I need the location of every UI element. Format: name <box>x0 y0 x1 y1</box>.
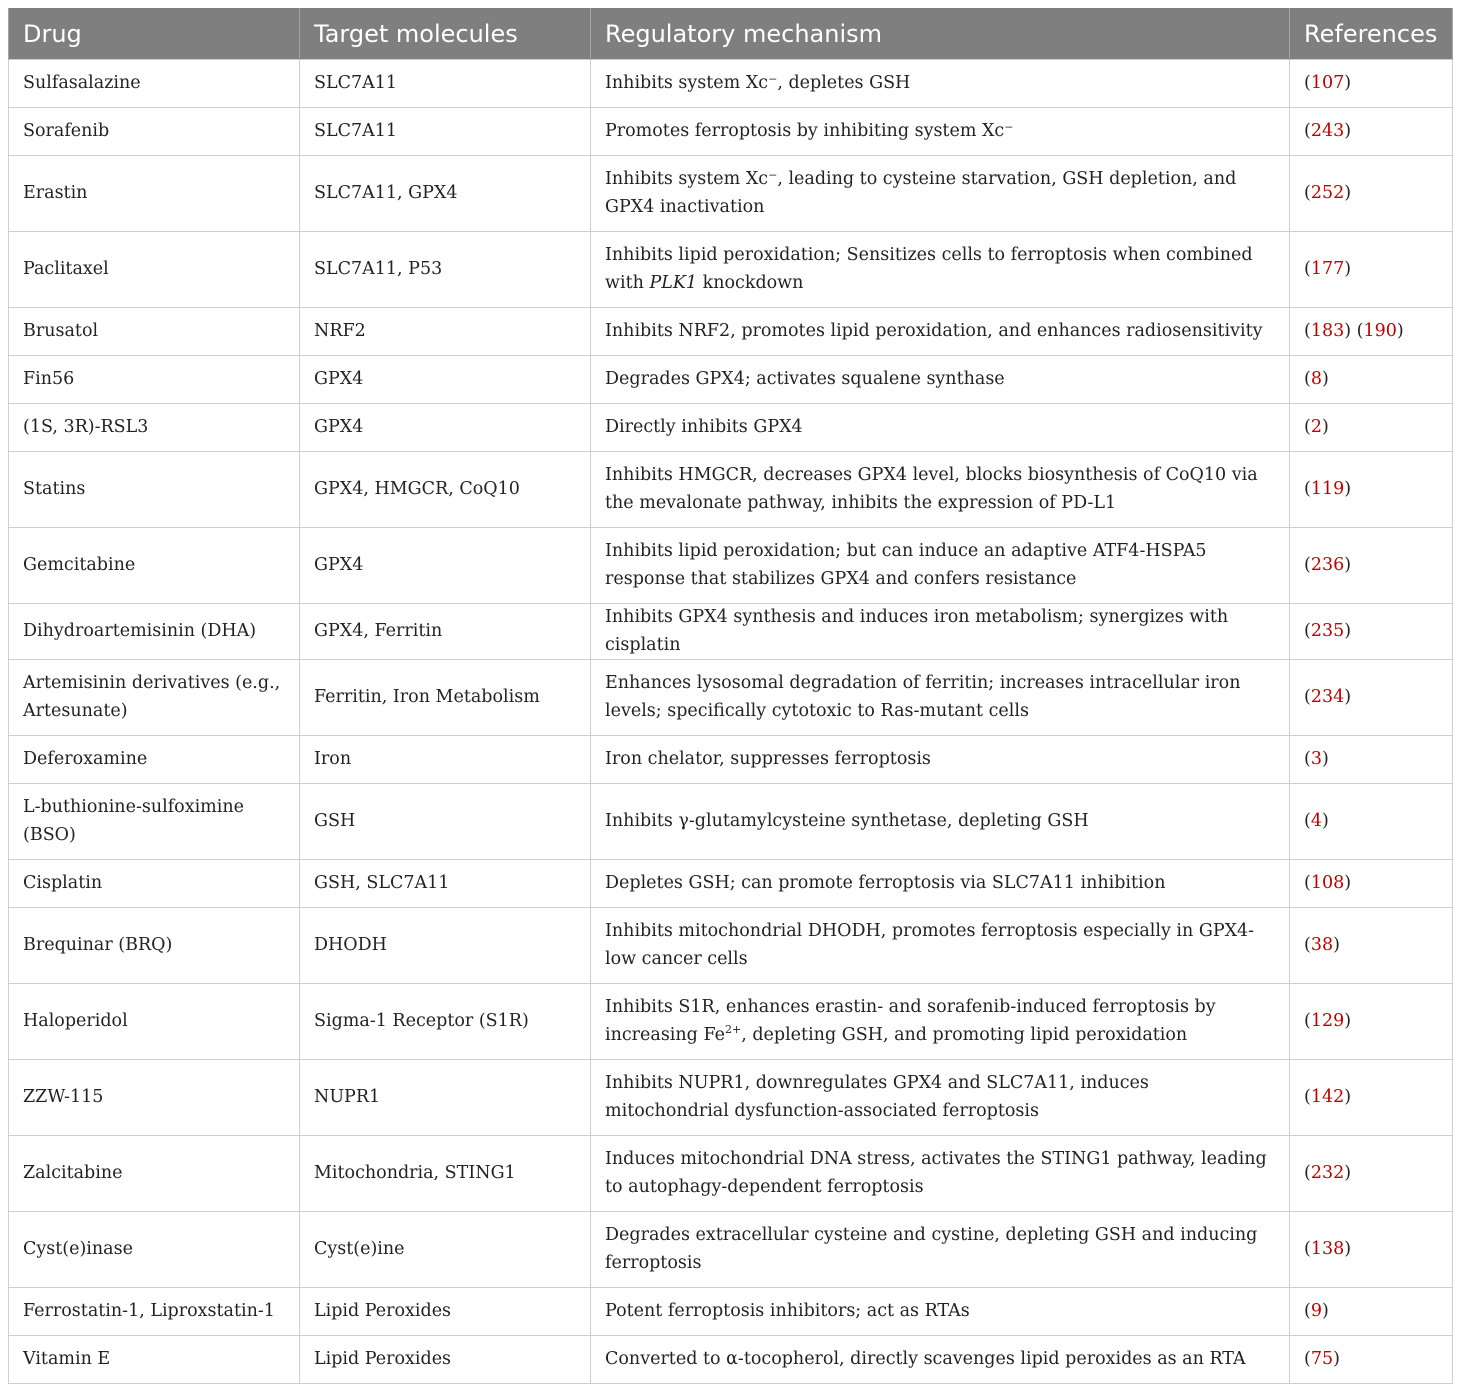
mechanism-cell: Inhibits GPX4 synthesis and induces iron metabolism; synergizes with cisplatin <box>591 604 1290 660</box>
target-molecules-cell: GSH, SLC7A11 <box>300 860 591 908</box>
reference-link[interactable]: 190 <box>1363 320 1397 341</box>
reference-link[interactable]: 119 <box>1310 478 1345 499</box>
target-molecules-cell: Sigma-1 Receptor (S1R) <box>300 984 591 1060</box>
table-row <box>9 356 1453 404</box>
drug-cell: Sulfasalazine <box>9 60 300 108</box>
reference-citation[interactable]: (234) <box>1304 686 1352 707</box>
table-row <box>9 1336 1453 1384</box>
mechanism-cell: Degrades GPX4; activates squalene synthase <box>591 356 1290 404</box>
reference-link[interactable]: 138 <box>1310 1238 1345 1259</box>
references-cell <box>1290 908 1453 984</box>
mechanism-cell: Inhibits NUPR1, downregulates GPX4 and SLC7A11, induces mitochondrial dysfunction-associated ferroptosis <box>591 1060 1290 1136</box>
mechanism-text-end: knockdown <box>697 272 804 293</box>
table-row <box>9 404 1453 452</box>
reference-link[interactable]: 235 <box>1310 620 1345 641</box>
drug-cell: Erastin <box>9 156 300 232</box>
drug-cell: Paclitaxel <box>9 232 300 308</box>
references-cell <box>1290 1212 1453 1288</box>
reference-citation[interactable]: (3) <box>1304 748 1329 769</box>
table-row <box>9 452 1453 528</box>
references-cell <box>1290 356 1453 404</box>
target-molecules-cell: DHODH <box>300 908 591 984</box>
target-molecules-cell: GPX4, Ferritin <box>300 604 591 660</box>
reference-citation[interactable]: (232) <box>1304 1162 1352 1183</box>
reference-link[interactable]: 75 <box>1310 1348 1334 1369</box>
reference-citation[interactable]: (183) <box>1304 320 1352 341</box>
target-molecules-cell: Lipid Peroxides <box>300 1288 591 1336</box>
reference-link[interactable]: 183 <box>1310 320 1345 341</box>
target-molecules-cell: Iron <box>300 736 591 784</box>
drug-cell: Brusatol <box>9 308 300 356</box>
reference-citation[interactable]: (235) <box>1304 620 1352 641</box>
target-molecules-cell: SLC7A11, GPX4 <box>300 156 591 232</box>
column-header-regulatory-mechanism: Regulatory mechanism <box>591 8 1290 60</box>
table-row <box>9 736 1453 784</box>
reference-citation[interactable]: (9) <box>1304 1300 1329 1321</box>
mechanism-text-end: , depleting GSH, and promoting lipid peroxidation <box>741 1024 1188 1045</box>
mechanism-text-start: Inhibits S1R, enhances erastin- and sorafenib-induced ferroptosis by increasing Fe <box>605 997 1216 1045</box>
reference-link[interactable]: 3 <box>1310 748 1322 769</box>
table-row <box>9 1060 1453 1136</box>
drug-table <box>8 8 1453 1384</box>
references-cell <box>1290 1336 1453 1384</box>
target-molecules-cell: SLC7A11 <box>300 60 591 108</box>
drug-cell: ZZW-115 <box>9 1060 300 1136</box>
table-row <box>9 604 1453 660</box>
table-row <box>9 984 1453 1060</box>
target-molecules-cell: GPX4 <box>300 528 591 604</box>
drug-cell: Ferrostatin-1, Liproxstatin-1 <box>9 1288 300 1336</box>
references-cell <box>1290 1136 1453 1212</box>
references-cell <box>1290 232 1453 308</box>
table-row <box>9 308 1453 356</box>
target-molecules-cell: Lipid Peroxides <box>300 1336 591 1384</box>
references-cell <box>1290 308 1453 356</box>
reference-citation[interactable]: (108) <box>1304 872 1352 893</box>
references-cell <box>1290 784 1453 860</box>
mechanism-text-start: Inhibits lipid peroxidation; Sensitizes cells to ferroptosis when combined with <box>605 245 1253 293</box>
drug-cell: Dihydroartemisinin (DHA) <box>9 604 300 660</box>
reference-citation[interactable]: (38) <box>1304 934 1340 955</box>
mechanism-cell: Iron chelator, suppresses ferroptosis <box>591 736 1290 784</box>
references-cell <box>1290 1060 1453 1136</box>
reference-link[interactable]: 236 <box>1310 554 1345 575</box>
target-molecules-cell: Cyst(e)ine <box>300 1212 591 1288</box>
reference-link[interactable]: 38 <box>1310 934 1334 955</box>
table-body <box>9 60 1453 1384</box>
table-row <box>9 908 1453 984</box>
drug-cell: Cisplatin <box>9 860 300 908</box>
reference-citation[interactable]: (252) <box>1304 182 1352 203</box>
reference-link[interactable]: 252 <box>1310 182 1345 203</box>
references-cell <box>1290 452 1453 528</box>
drug-cell: Sorafenib <box>9 108 300 156</box>
mechanism-cell: Inhibits HMGCR, decreases GPX4 level, blocks biosynthesis of CoQ10 via the mevalonate pathway, inhibits the expression of PD-L1 <box>591 452 1290 528</box>
header-row <box>9 8 1453 60</box>
reference-link[interactable]: 177 <box>1310 258 1345 279</box>
target-molecules-cell: Ferritin, Iron Metabolism <box>300 660 591 736</box>
reference-link[interactable]: 232 <box>1310 1162 1345 1183</box>
references-cell <box>1290 108 1453 156</box>
reference-citation[interactable]: (107) <box>1304 72 1352 93</box>
reference-citation[interactable]: (129) <box>1304 1010 1352 1031</box>
mechanism-cell: Converted to α-tocopherol, directly scavenges lipid peroxides as an RTA <box>591 1336 1290 1384</box>
drug-cell: L-buthionine-sulfoximine (BSO) <box>9 784 300 860</box>
drug-cell: (1S, 3R)-RSL3 <box>9 404 300 452</box>
reference-link[interactable]: 8 <box>1310 368 1322 389</box>
mechanism-cell: Inhibits mitochondrial DHODH, promotes ferroptosis especially in GPX4-low cancer cells <box>591 908 1290 984</box>
column-header-target-molecules: Target molecules <box>300 8 591 60</box>
drug-cell: Gemcitabine <box>9 528 300 604</box>
drug-cell: Statins <box>9 452 300 528</box>
reference-citation[interactable]: (190) <box>1356 320 1404 341</box>
mechanism-cell: Induces mitochondrial DNA stress, activates the STING1 pathway, leading to autophagy-dependent ferroptosis <box>591 1136 1290 1212</box>
mechanism-cell: Depletes GSH; can promote ferroptosis via SLC7A11 inhibition <box>591 860 1290 908</box>
references-cell <box>1290 60 1453 108</box>
drug-cell: Brequinar (BRQ) <box>9 908 300 984</box>
reference-link[interactable]: 142 <box>1310 1086 1345 1107</box>
reference-citation[interactable]: (8) <box>1304 368 1329 389</box>
target-molecules-cell: GPX4 <box>300 404 591 452</box>
column-header-drug: Drug <box>9 8 300 60</box>
mechanism-cell: Inhibits γ-glutamylcysteine synthetase, depleting GSH <box>591 784 1290 860</box>
reference-citation[interactable]: (177) <box>1304 258 1352 279</box>
reference-link[interactable]: 234 <box>1310 686 1345 707</box>
reference-link[interactable]: 2 <box>1310 416 1322 437</box>
drug-cell: Zalcitabine <box>9 1136 300 1212</box>
references-cell <box>1290 528 1453 604</box>
mechanism-cell: Potent ferroptosis inhibitors; act as RTAs <box>591 1288 1290 1336</box>
table-row <box>9 784 1453 860</box>
reference-citation[interactable]: (236) <box>1304 554 1352 575</box>
drug-cell: Haloperidol <box>9 984 300 1060</box>
table-row <box>9 108 1453 156</box>
target-molecules-cell: GPX4 <box>300 356 591 404</box>
reference-citation[interactable]: (138) <box>1304 1238 1352 1259</box>
reference-citation[interactable]: (119) <box>1304 478 1352 499</box>
reference-link[interactable]: 4 <box>1310 810 1322 831</box>
mechanism-cell <box>591 232 1290 308</box>
table-row <box>9 860 1453 908</box>
mechanism-cell: Degrades extracellular cysteine and cystine, depleting GSH and inducing ferroptosis <box>591 1212 1290 1288</box>
table-row <box>9 1288 1453 1336</box>
mechanism-cell: Enhances lysosomal degradation of ferritin; increases intracellular iron levels; specifically cytotoxic to Ras-mutant cells <box>591 660 1290 736</box>
mechanism-cell: Inhibits system Xc⁻, depletes GSH <box>591 60 1290 108</box>
reference-citation[interactable]: (142) <box>1304 1086 1352 1107</box>
table-row <box>9 528 1453 604</box>
mechanism-cell: Inhibits system Xc⁻, leading to cysteine starvation, GSH depletion, and GPX4 inactivation <box>591 156 1290 232</box>
drug-cell: Fin56 <box>9 356 300 404</box>
gene-name: PLK1 <box>649 272 698 293</box>
mechanism-cell <box>591 984 1290 1060</box>
mechanism-cell: Inhibits lipid peroxidation; but can induce an adaptive ATF4-HSPA5 response that stabilizes GPX4 and confers resistance <box>591 528 1290 604</box>
references-cell <box>1290 984 1453 1060</box>
drug-cell: Artemisinin derivatives (e.g., Artesunate) <box>9 660 300 736</box>
superscript-charge: 2+ <box>724 1022 742 1036</box>
reference-citation[interactable]: (2) <box>1304 416 1329 437</box>
drug-cell: Deferoxamine <box>9 736 300 784</box>
table-row <box>9 232 1453 308</box>
drug-cell: Cyst(e)inase <box>9 1212 300 1288</box>
reference-citation[interactable]: (4) <box>1304 810 1329 831</box>
reference-link[interactable]: 243 <box>1310 120 1345 141</box>
drug-cell: Vitamin E <box>9 1336 300 1384</box>
target-molecules-cell: SLC7A11, P53 <box>300 232 591 308</box>
table-row <box>9 156 1453 232</box>
reference-link[interactable]: 107 <box>1310 72 1345 93</box>
references-cell <box>1290 156 1453 232</box>
references-cell <box>1290 660 1453 736</box>
reference-citation[interactable]: (75) <box>1304 1348 1340 1369</box>
reference-link[interactable]: 9 <box>1310 1300 1322 1321</box>
references-cell <box>1290 736 1453 784</box>
mechanism-cell: Promotes ferroptosis by inhibiting system Xc⁻ <box>591 108 1290 156</box>
table-row <box>9 60 1453 108</box>
reference-link[interactable]: 108 <box>1310 872 1345 893</box>
references-cell <box>1290 404 1453 452</box>
references-cell <box>1290 1288 1453 1336</box>
target-molecules-cell: GSH <box>300 784 591 860</box>
reference-link[interactable]: 129 <box>1310 1010 1345 1031</box>
target-molecules-cell: NUPR1 <box>300 1060 591 1136</box>
target-molecules-cell: SLC7A11 <box>300 108 591 156</box>
table-row <box>9 1212 1453 1288</box>
target-molecules-cell: Mitochondria, STING1 <box>300 1136 591 1212</box>
table-row <box>9 1136 1453 1212</box>
references-cell <box>1290 860 1453 908</box>
reference-citation[interactable]: (243) <box>1304 120 1352 141</box>
references-cell <box>1290 604 1453 660</box>
mechanism-cell: Inhibits NRF2, promotes lipid peroxidation, and enhances radiosensitivity <box>591 308 1290 356</box>
target-molecules-cell: NRF2 <box>300 308 591 356</box>
table-row <box>9 660 1453 736</box>
column-header-references: References <box>1290 8 1453 60</box>
target-molecules-cell: GPX4, HMGCR, CoQ10 <box>300 452 591 528</box>
mechanism-cell: Directly inhibits GPX4 <box>591 404 1290 452</box>
